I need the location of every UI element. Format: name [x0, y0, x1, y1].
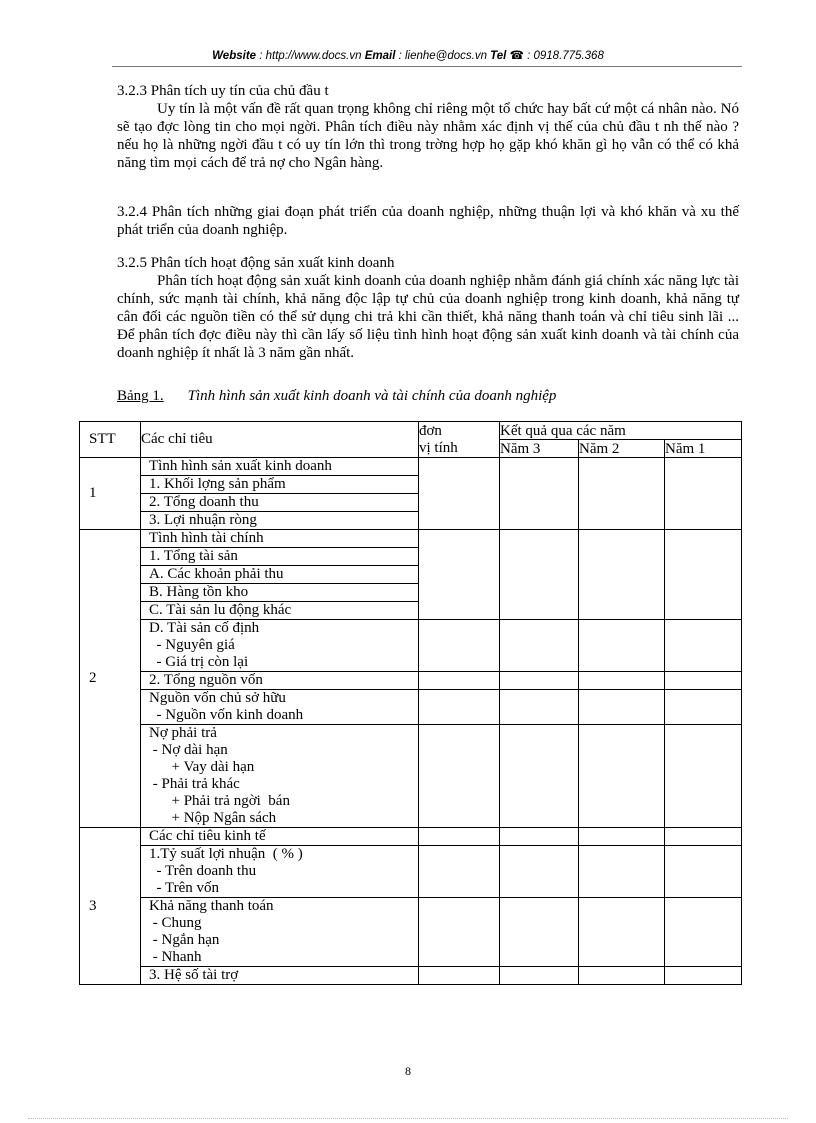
cell-text: 2. Tổng nguồn vốn	[149, 672, 263, 688]
header-year1: Năm 1	[665, 440, 742, 458]
g2-d-lines	[141, 620, 418, 671]
header-unit-line2: vị tính	[419, 439, 458, 456]
cell-text: B. Hàng tồn kho	[141, 584, 418, 602]
table-row	[80, 828, 742, 846]
cell-text: 1.Tỷ suất lợi nhuận ( % )	[149, 846, 303, 862]
cell-text: - Trên doanh thu	[149, 863, 257, 879]
cell-text: - Trên vốn	[149, 880, 220, 896]
cell-text: Khả năng thanh toán	[149, 898, 274, 914]
cell-text: - Giá trị còn lại	[149, 654, 249, 670]
section-3-2-3	[117, 82, 739, 172]
table-row	[80, 725, 742, 828]
caption-title: Tình hình sản xuất kinh doanh và tài chính của doanh nghiệp	[187, 388, 557, 404]
cell-text: Nợ phải trả	[149, 725, 217, 741]
cell-text: Các chỉ tiêu kinh tế	[149, 828, 266, 844]
cell-text: - Chung	[149, 915, 202, 931]
g3-a-lines	[141, 828, 418, 845]
footer-divider	[28, 1118, 788, 1119]
header-divider	[112, 66, 742, 67]
row-stt: 3	[80, 828, 141, 985]
cell-text: C. Tài sản lu động khác	[149, 602, 292, 618]
header-indicator: Các chỉ tiêu	[141, 422, 419, 458]
g3-d-lines	[141, 967, 418, 984]
email-value: : lienhe@docs.vn	[395, 50, 491, 62]
header-results: Kết quả qua các năm	[500, 422, 742, 440]
g1-lines	[141, 458, 418, 529]
table-row	[80, 898, 742, 967]
cell-text: - Nhanh	[149, 949, 202, 965]
table-row	[80, 620, 742, 672]
cell-text: + Phải trả ngời bán	[149, 793, 290, 809]
section-title: 3.2.5 Phân tích hoạt động sản xuất kinh doanh	[117, 255, 395, 271]
cell-text: Tình hình sản xuất kinh doanh	[141, 458, 418, 476]
cell-text: A. Các khoản phải thu	[141, 566, 418, 584]
header-year3: Năm 3	[500, 440, 579, 458]
cell-text: 3. Lợi nhuận ròng	[149, 512, 257, 528]
table-row	[80, 458, 742, 530]
page-header	[0, 48, 816, 62]
header-stt: STT	[80, 422, 141, 458]
caption-label: Bảng 1.	[117, 388, 164, 404]
g3-c-lines	[141, 898, 418, 966]
cell-text: - Nguyên giá	[149, 637, 235, 653]
g2-a-lines	[141, 530, 418, 619]
website-value: : http://www.docs.vn	[256, 50, 365, 62]
website-label: Website	[212, 50, 257, 62]
cell-text: - Phải trả khác	[149, 776, 240, 792]
cell-text: Tình hình tài chính	[141, 530, 418, 548]
section-3-2-4: 3.2.4 Phân tích những giai đoạn phát triển của doanh nghiệp, những thuận lợi và khó khăn và xu thế phát triển của doanh nghiệp.	[117, 204, 739, 238]
table-row	[80, 967, 742, 985]
cell-text: 1. Khối lợng sản phẩm	[141, 476, 418, 494]
cell-text: 1. Tổng tài sản	[141, 548, 418, 566]
cell-text: Nguồn vốn chủ sở hữu	[149, 690, 286, 706]
section-body: Phân tích hoạt động sản xuất kinh doanh của doanh nghiệp nhằm đánh giá chính xác năng lực tài chính, sức mạnh tài chính, khả năng độc lập tự chủ của doanh nghiệp trong kinh doanh, khả năng tự cân đối các nguồn tiền có thể sử dụng chi trả khi cần thiết, khả năng thanh toán và chỉ tiêu sinh lãi ... Để phân tích đợc điều này thì cần lấy số liệu tình hình hoạt động sản xuất kinh doanh và tài chính của doanh nghiệp ít nhất là 3 năm gần nhất.	[117, 273, 739, 361]
g3-b-lines	[141, 846, 418, 897]
cell-text: - Nợ dài hạn	[149, 742, 228, 758]
header-unit-line1: đơn	[419, 422, 442, 439]
cell-text: + Nộp Ngân sách	[149, 810, 277, 826]
g2-f-lines	[141, 690, 418, 724]
tel-label: Tel	[490, 50, 507, 62]
g2-g-lines	[141, 725, 418, 827]
phone-icon: ☎	[509, 50, 524, 62]
tel-value: : 0918.775.368	[523, 50, 604, 62]
table-row	[80, 690, 742, 725]
finance-table	[79, 421, 742, 985]
header-year2: Năm 2	[579, 440, 665, 458]
table-row	[80, 672, 742, 690]
table-row	[80, 530, 742, 620]
table-row	[80, 846, 742, 898]
section-title: 3.2.3 Phân tích uy tín của chủ đầu t	[117, 83, 329, 99]
page-number: 8	[405, 1064, 411, 1078]
cell-text: - Ngắn hạn	[149, 932, 220, 948]
cell-text: - Nguồn vốn kinh doanh	[149, 707, 304, 723]
cell-text: 2. Tổng doanh thu	[141, 494, 418, 512]
cell-text: + Vay dài hạn	[149, 759, 255, 775]
row-stt: 2	[80, 530, 141, 828]
table-caption	[117, 388, 556, 405]
cell-text: 3. Hệ số tài trợ	[149, 967, 239, 983]
cell-text: D. Tài sản cố định	[149, 620, 260, 636]
section-3-2-5	[117, 254, 739, 362]
row-stt: 1	[80, 458, 141, 530]
email-label: Email	[364, 50, 396, 62]
header-unit	[419, 422, 500, 458]
section-body: Uy tín là một vấn đề rất quan trọng không chỉ riêng một tổ chức hay bất cứ một cá nhân nào. Nó sẽ tạo đợc lòng tin cho mọi ngời. Phân tích điều này nhằm xác định vị thế của chủ đầu t nh thế nào ? nếu họ là những ngời đầu t có uy tín lớn thì trong trờng hợp họ gặp khó khăn gì họ vẫn có thể có khả năng tìm mọi cách để trả nợ cho Ngân hàng.	[117, 101, 739, 171]
g2-e-lines	[141, 672, 418, 689]
